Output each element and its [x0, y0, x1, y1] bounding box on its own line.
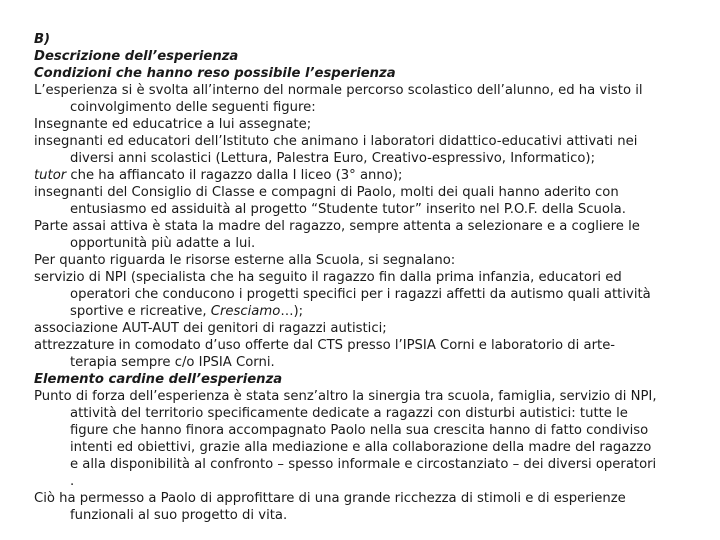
- paragraph-npi: servizio di NPI (specialista che ha seguito il ragazzo fin dalla prima infanzia, educatori ed operatori che conducono i progetti specifici per i ragazzi affetti da autismo quali attività sportive e ricreative, Cresciamo…);: [34, 270, 651, 319]
- paragraph-conclusione: Ciò ha permesso a Paolo di approfittare di una grande ricchezza di stimoli e di esperienze funzionali al suo progetto di vita.: [34, 491, 626, 523]
- paragraph-attrezzature: attrezzature in comodato d’uso offerte dal CTS presso l’IPSIA Corni e laboratorio di arte- terapia sempre c/o IPSIA Corni.: [34, 338, 616, 370]
- heading-elemento-cardine: Elemento cardine dell’esperienza: [34, 372, 283, 387]
- paragraph-insegnante: Insegnante ed educatrice a lui assegnate;: [34, 117, 312, 132]
- paragraph-madre: Parte assai attiva è stata la madre del ragazzo, sempre attenta a selezionare e a cogliere le opportunità più adatte a lui.: [34, 219, 640, 251]
- section-label: B): [34, 32, 51, 47]
- paragraph-consiglio-classe: insegnanti del Consiglio di Classe e compagni di Paolo, molti dei quali hanno aderito con entusiasmo ed assiduità al progetto “Studente tutor” inserito nel P.O.F. della Scuola.: [34, 185, 626, 217]
- paragraph-punto-di-forza: Punto di forza dell’esperienza è stata senz’altro la sinergia tra scuola, famiglia, servizio di NPI, attività del territorio specificamente dedicate a ragazzi con disturbi autistici: tutte le figure che hanno finora accompagnato Paolo nella sua crescita hanno di fatto condiviso intenti ed obiettivi, grazie alla mediazione e alla collaborazione della madre del ragazzo e alla disponibilità al confronto – spesso informale e circostanziato – dei diversi operatori .: [34, 389, 657, 489]
- document-page: [34, 31, 702, 524]
- paragraph-intro: L’esperienza si è svolta all’interno del normale percorso scolastico dell’alunno, ed ha visto il coinvolgimento delle seguenti figure:: [34, 83, 643, 115]
- paragraph-aut-aut: associazione AUT-AUT dei genitori di ragazzi autistici;: [34, 321, 387, 336]
- paragraph-tutor: tutor che ha affiancato il ragazzo dalla I liceo (3° anno);: [34, 168, 403, 183]
- paragraph-insegnanti-istituto: insegnanti ed educatori dell’Istituto che animano i laboratori didattico-educativi attivati nei diversi anni scolastici (Lettura, Palestra Euro, Creativo-espressivo, Informatico);: [34, 134, 638, 166]
- paragraph-risorse-esterne: Per quanto riguarda le risorse esterne alla Scuola, si segnalano:: [34, 253, 456, 268]
- heading-descrizione: Descrizione dell’esperienza: [34, 49, 239, 64]
- heading-condizioni: Condizioni che hanno reso possibile l’esperienza: [34, 66, 396, 81]
